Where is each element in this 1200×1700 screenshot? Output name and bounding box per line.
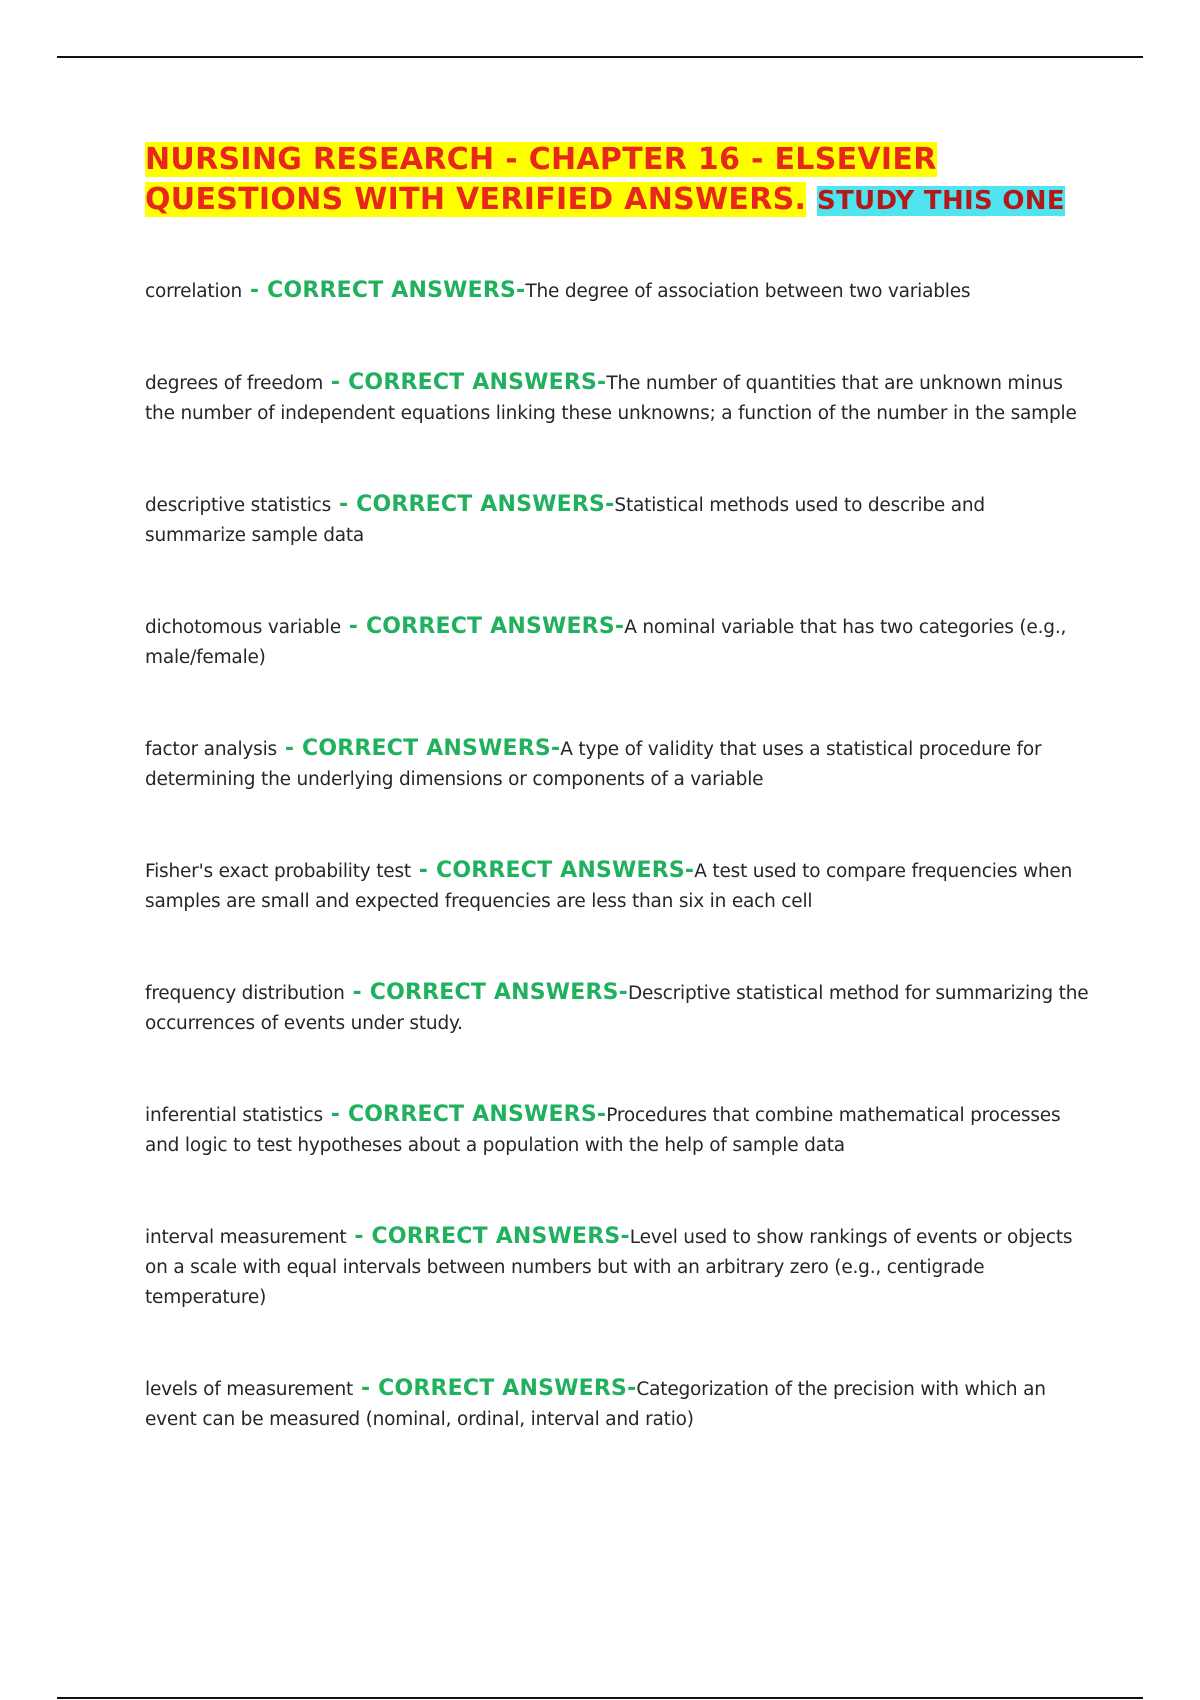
entry-term: correlation	[145, 281, 243, 302]
entry-definition: A type of validity that uses a statistical procedure for determining the underlying dimensions or components of a variable	[145, 739, 1042, 790]
entry-definition: The degree of association between two variables	[525, 281, 971, 302]
entry-term: descriptive statistics	[145, 495, 332, 516]
entry-term: factor analysis	[145, 739, 277, 760]
qa-entry	[145, 1374, 1090, 1435]
qa-list	[145, 276, 1090, 1435]
correct-answer-marker: - CORRECT ANSWERS-	[242, 278, 526, 303]
correct-answer-marker: - CORRECT ANSWERS-	[276, 736, 561, 761]
entry-term: dichotomous variable	[145, 617, 341, 638]
entry-definition: Procedures that combine mathematical processes and logic to test hypotheses about a population with the help of sample data	[145, 1105, 1061, 1156]
qa-entry	[145, 1100, 1090, 1161]
qa-entry	[145, 734, 1090, 795]
page-content	[145, 140, 1090, 1496]
correct-answer-marker: - CORRECT ANSWERS-	[340, 614, 625, 639]
qa-entry	[145, 612, 1090, 673]
qa-entry	[145, 856, 1090, 917]
document-title-tag: STUDY THIS ONE	[816, 186, 1065, 216]
correct-answer-marker: - CORRECT ANSWERS-	[410, 858, 695, 883]
entry-definition: A test used to compare frequencies when samples are small and expected frequencies are less than six in each cell	[145, 861, 1073, 912]
entry-term: inferential statistics	[145, 1105, 323, 1126]
page-top-rule	[57, 56, 1143, 58]
entry-term: interval measurement	[145, 1227, 347, 1248]
document-title-main: NURSING RESEARCH - CHAPTER 16 - ELSEVIER QUESTIONS WITH VERIFIED ANSWERS.	[145, 142, 937, 217]
qa-entry	[145, 978, 1090, 1039]
entry-definition: Level used to show rankings of events or objects on a scale with equal intervals between numbers but with an arbitrary zero (e.g., centigrade temperature)	[145, 1227, 1073, 1308]
correct-answer-marker: - CORRECT ANSWERS-	[346, 1224, 630, 1249]
entry-definition: Statistical methods used to describe and summarize sample data	[145, 495, 985, 546]
correct-answer-marker: - CORRECT ANSWERS-	[353, 1376, 637, 1401]
correct-answer-marker: - CORRECT ANSWERS-	[322, 1102, 607, 1127]
entry-definition: A nominal variable that has two categories (e.g., male/female)	[145, 617, 1067, 668]
qa-entry	[145, 368, 1090, 429]
correct-answer-marker: - CORRECT ANSWERS-	[331, 492, 615, 517]
entry-definition: Descriptive statistical method for summarizing the occurrences of events under study.	[145, 983, 1089, 1034]
document-title	[145, 140, 1090, 221]
qa-entry	[145, 276, 1090, 307]
page-bottom-rule	[57, 1697, 1143, 1699]
entry-term: levels of measurement	[145, 1379, 354, 1400]
qa-entry	[145, 490, 1090, 551]
qa-entry	[145, 1222, 1090, 1313]
entry-term: degrees of freedom	[145, 373, 324, 394]
correct-answer-marker: - CORRECT ANSWERS-	[344, 980, 629, 1005]
correct-answer-marker: - CORRECT ANSWERS-	[323, 370, 607, 395]
entry-term: frequency distribution	[145, 983, 345, 1004]
entry-definition: The number of quantities that are unknown minus the number of independent equations linking these unknowns; a function of the number in the sample	[145, 373, 1077, 424]
entry-term: Fisher's exact probability test	[145, 861, 411, 882]
entry-definition: Categorization of the precision with which an event can be measured (nominal, ordinal, interval and ratio)	[145, 1379, 1046, 1430]
